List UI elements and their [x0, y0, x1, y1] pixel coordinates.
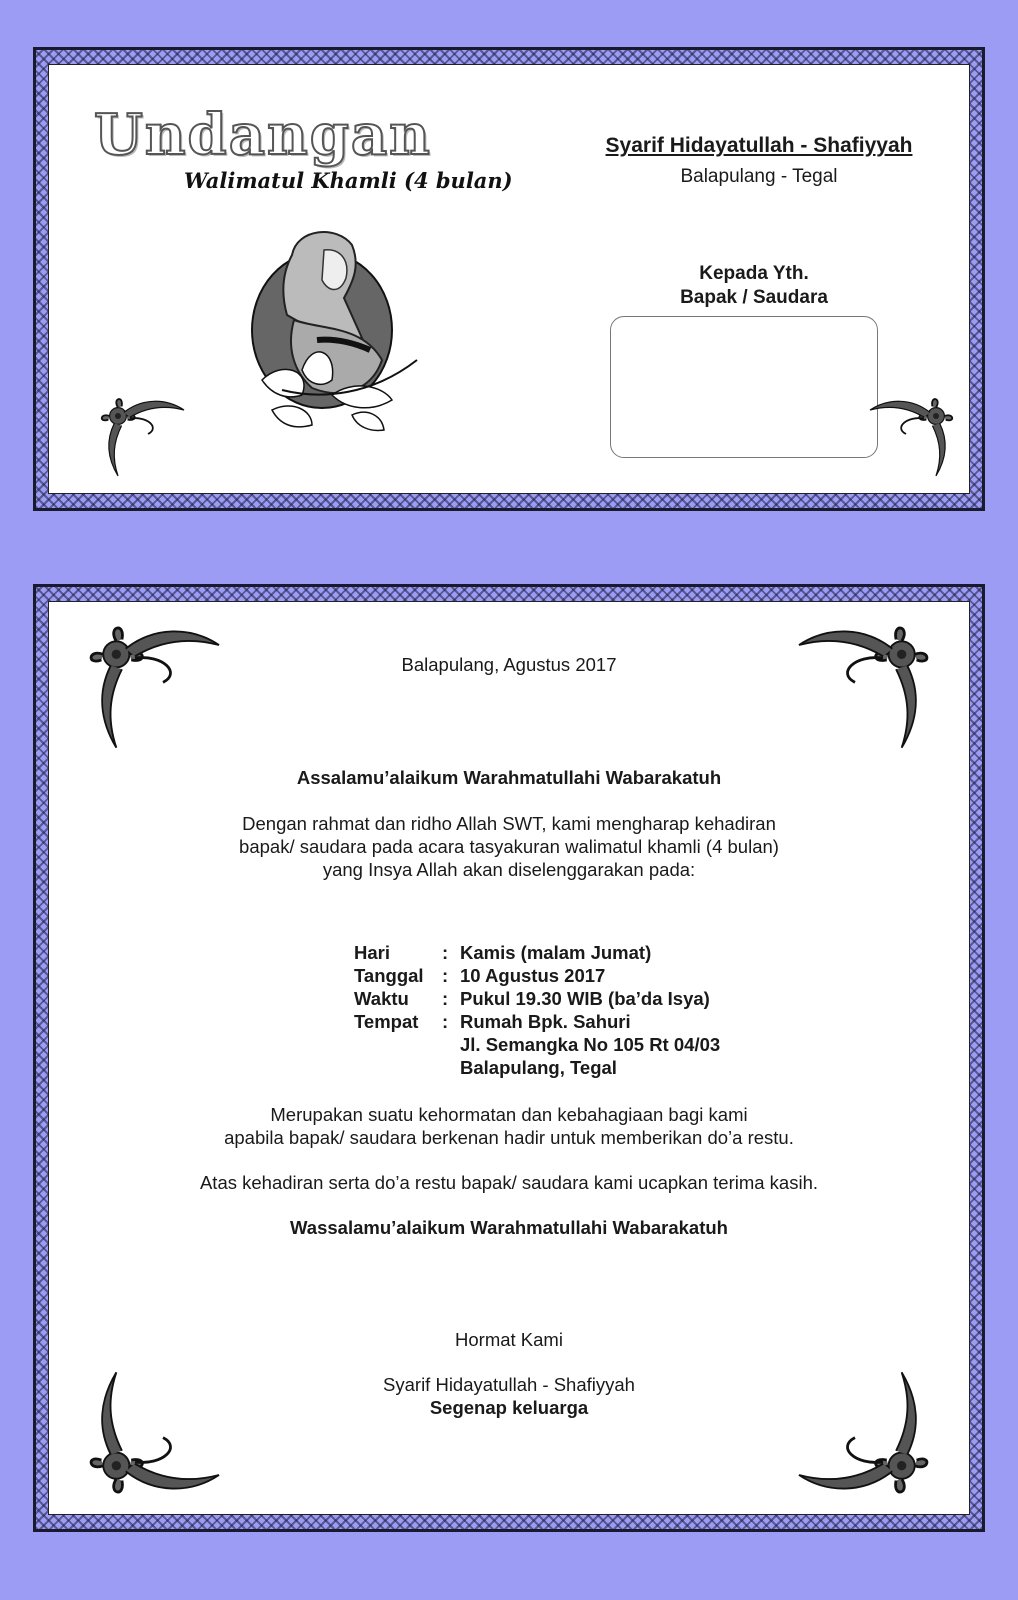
detail-value: Pukul 19.30 WIB (ba’da Isya): [460, 988, 710, 1009]
pregnant-woman-illustration: [242, 220, 422, 450]
detail-separator: :: [442, 965, 449, 986]
regards: Hormat Kami: [455, 1329, 563, 1350]
detail-separator: :: [442, 1011, 449, 1032]
intro-line-3: yang Insya Allah akan diselenggarakan pada:: [322, 859, 696, 880]
detail-row-city: [354, 1056, 720, 1079]
intro-line-2: bapak/ saudara pada acara tasyakuran walimatul khamli (4 bulan): [239, 836, 779, 857]
recipient-line-2: Bapak / Saudara: [680, 287, 828, 308]
intro-line-1: Dengan rahmat dan ridho Allah SWT, kami mengharap kehadiran: [242, 813, 776, 834]
envelope-inner: [54, 70, 964, 488]
corner-flourish-icon: [850, 392, 980, 482]
detail-value: Rumah Bpk. Sahuri: [460, 1011, 631, 1032]
recipient-line-1: Kepada Yth.: [699, 263, 809, 284]
host-names: Syarif Hidayatullah - Shafiyyah: [605, 134, 913, 157]
detail-label: Tempat: [354, 1011, 419, 1032]
signature-names: Syarif Hidayatullah - Shafiyyah: [383, 1374, 635, 1395]
closing-paragraph: [54, 1103, 964, 1149]
detail-row-hari: [354, 941, 720, 964]
detail-label: Tanggal: [354, 965, 424, 986]
detail-row-address: [354, 1033, 720, 1056]
closing-line-1: Merupakan suatu kehormatan dan kebahagiaan bagi kami: [270, 1104, 748, 1125]
corner-flourish-icon: [74, 617, 224, 757]
detail-value: Kamis (malam Jumat): [460, 942, 652, 963]
signature-family: Segenap keluarga: [429, 1397, 589, 1418]
detail-label: Waktu: [354, 988, 409, 1009]
place-date: Balapulang, Agustus 2017: [401, 654, 617, 675]
detail-row-waktu: [354, 987, 720, 1010]
letter-card: [33, 584, 985, 1532]
envelope-card: [33, 47, 985, 511]
closing-line-2: apabila bapak/ saudara berkenan hadir untuk memberikan do’a restu.: [224, 1127, 794, 1148]
recipient-heading: [624, 262, 884, 310]
detail-row-tanggal: [354, 964, 720, 987]
closing-greeting: Wassalamu’alaikum Warahmatullahi Wabarakatuh: [290, 1217, 728, 1238]
corner-flourish-icon: [74, 392, 204, 482]
invitation-title: Undangan: [94, 102, 432, 168]
detail-separator: :: [442, 988, 449, 1009]
detail-value: Balapulang, Tegal: [460, 1057, 617, 1078]
host-location: Balapulang - Tegal: [680, 166, 838, 187]
opening-greeting: Assalamu’alaikum Warahmatullahi Wabarakatuh: [296, 767, 722, 788]
thanks-line: Atas kehadiran serta do’a restu bapak/ saudara kami ucapkan terima kasih.: [199, 1172, 819, 1193]
invitation-subtitle: Walimatul Khamli (4 bulan): [184, 168, 513, 193]
letter-inner: [54, 607, 964, 1509]
event-details: [354, 941, 720, 1079]
address-box[interactable]: [610, 316, 878, 458]
detail-label: Hari: [354, 942, 390, 963]
intro-paragraph: [54, 812, 964, 881]
corner-flourish-icon: [794, 617, 944, 757]
detail-row-tempat: [354, 1010, 720, 1033]
detail-separator: :: [442, 942, 449, 963]
detail-value: Jl. Semangka No 105 Rt 04/03: [460, 1034, 721, 1055]
detail-value: 10 Agustus 2017: [460, 965, 606, 986]
